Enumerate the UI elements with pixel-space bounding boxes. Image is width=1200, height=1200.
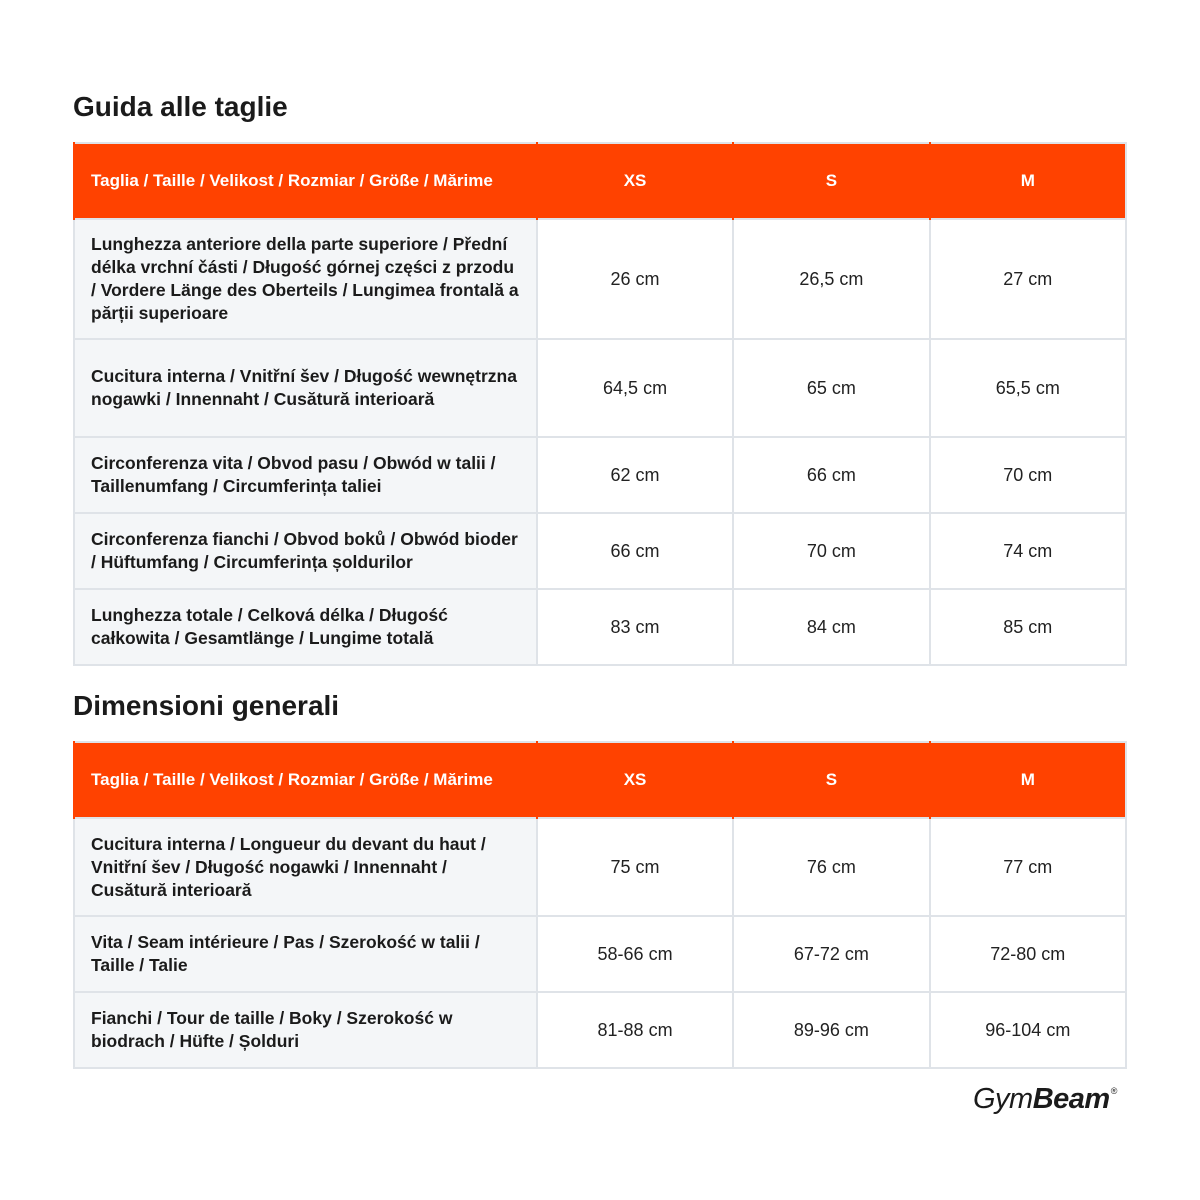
gymbeam-logo <box>973 1083 1117 1119</box>
row-label: Fianchi / Tour de taille / Boky / Szerokość w biodrach / Hüfte / Șolduri <box>74 992 537 1068</box>
header-cell-size: Taglia / Taille / Velikost / Rozmiar / Größe / Mărime <box>74 742 537 818</box>
table-row <box>74 437 1126 513</box>
cell-s: 89-96 cm <box>733 992 929 1068</box>
size-guide-table <box>73 142 1127 666</box>
row-label: Lunghezza anteriore della parte superiore / Přední délka vrchní části / Długość górnej części z przodu / Vordere Länge des Oberteils / Lungimea frontală a părții superioare <box>74 219 537 339</box>
cell-m: 27 cm <box>930 219 1126 339</box>
logo-text-gym: Gym <box>973 1083 1033 1115</box>
row-label: Circonferenza vita / Obvod pasu / Obwód w talii / Taillenumfang / Circumferința taliei <box>74 437 537 513</box>
header-cell-size: Taglia / Taille / Velikost / Rozmiar / Größe / Mărime <box>74 143 537 219</box>
logo-text-beam: Beam <box>1032 1083 1110 1115</box>
header-cell-s: S <box>733 143 929 219</box>
header-cell-s: S <box>733 742 929 818</box>
cell-xs: 26 cm <box>537 219 733 339</box>
cell-s: 70 cm <box>733 513 929 589</box>
table-row <box>74 589 1126 665</box>
cell-m: 96-104 cm <box>930 992 1126 1068</box>
table-header-row <box>74 143 1126 219</box>
cell-m: 70 cm <box>930 437 1126 513</box>
cell-xs: 64,5 cm <box>537 339 733 437</box>
cell-s: 76 cm <box>733 818 929 916</box>
cell-m: 65,5 cm <box>930 339 1126 437</box>
cell-s: 84 cm <box>733 589 929 665</box>
general-dimensions-table <box>73 741 1127 1069</box>
row-label: Circonferenza fianchi / Obvod boků / Obwód bioder / Hüftumfang / Circumferința șoldurilor <box>74 513 537 589</box>
section-title-general-dimensions: Dimensioni generali <box>73 690 340 721</box>
cell-xs: 58-66 cm <box>537 916 733 992</box>
section-title-size-guide: Guida alle taglie <box>73 91 288 122</box>
cell-s: 66 cm <box>733 437 929 513</box>
header-cell-m: M <box>930 143 1126 219</box>
cell-m: 77 cm <box>930 818 1126 916</box>
cell-s: 67-72 cm <box>733 916 929 992</box>
cell-xs: 66 cm <box>537 513 733 589</box>
cell-xs: 83 cm <box>537 589 733 665</box>
table-row <box>74 916 1126 992</box>
cell-m: 74 cm <box>930 513 1126 589</box>
cell-xs: 75 cm <box>537 818 733 916</box>
cell-m: 85 cm <box>930 589 1126 665</box>
row-label: Lunghezza totale / Celková délka / Długość całkowita / Gesamtlänge / Lungime totală <box>74 589 537 665</box>
header-cell-m: M <box>930 742 1126 818</box>
header-cell-xs: XS <box>537 143 733 219</box>
table-row <box>74 818 1126 916</box>
cell-m: 72-80 cm <box>930 916 1126 992</box>
table-row <box>74 339 1126 437</box>
cell-s: 26,5 cm <box>733 219 929 339</box>
row-label: Cucitura interna / Vnitřní šev / Długość wewnętrzna nogawki / Innennaht / Cusătură interioară <box>74 339 537 437</box>
table-row <box>74 219 1126 339</box>
table-header-row <box>74 742 1126 818</box>
header-cell-xs: XS <box>537 742 733 818</box>
table-row <box>74 513 1126 589</box>
row-label: Cucitura interna / Longueur du devant du haut / Vnitřní šev / Długość nogawki / Innennaht / Cusătură interioară <box>74 818 537 916</box>
row-label: Vita / Seam intérieure / Pas / Szerokość w talii / Taille / Talie <box>74 916 537 992</box>
cell-xs: 62 cm <box>537 437 733 513</box>
registered-mark: ® <box>1110 1086 1117 1096</box>
cell-s: 65 cm <box>733 339 929 437</box>
cell-xs: 81-88 cm <box>537 992 733 1068</box>
table-row <box>74 992 1126 1068</box>
